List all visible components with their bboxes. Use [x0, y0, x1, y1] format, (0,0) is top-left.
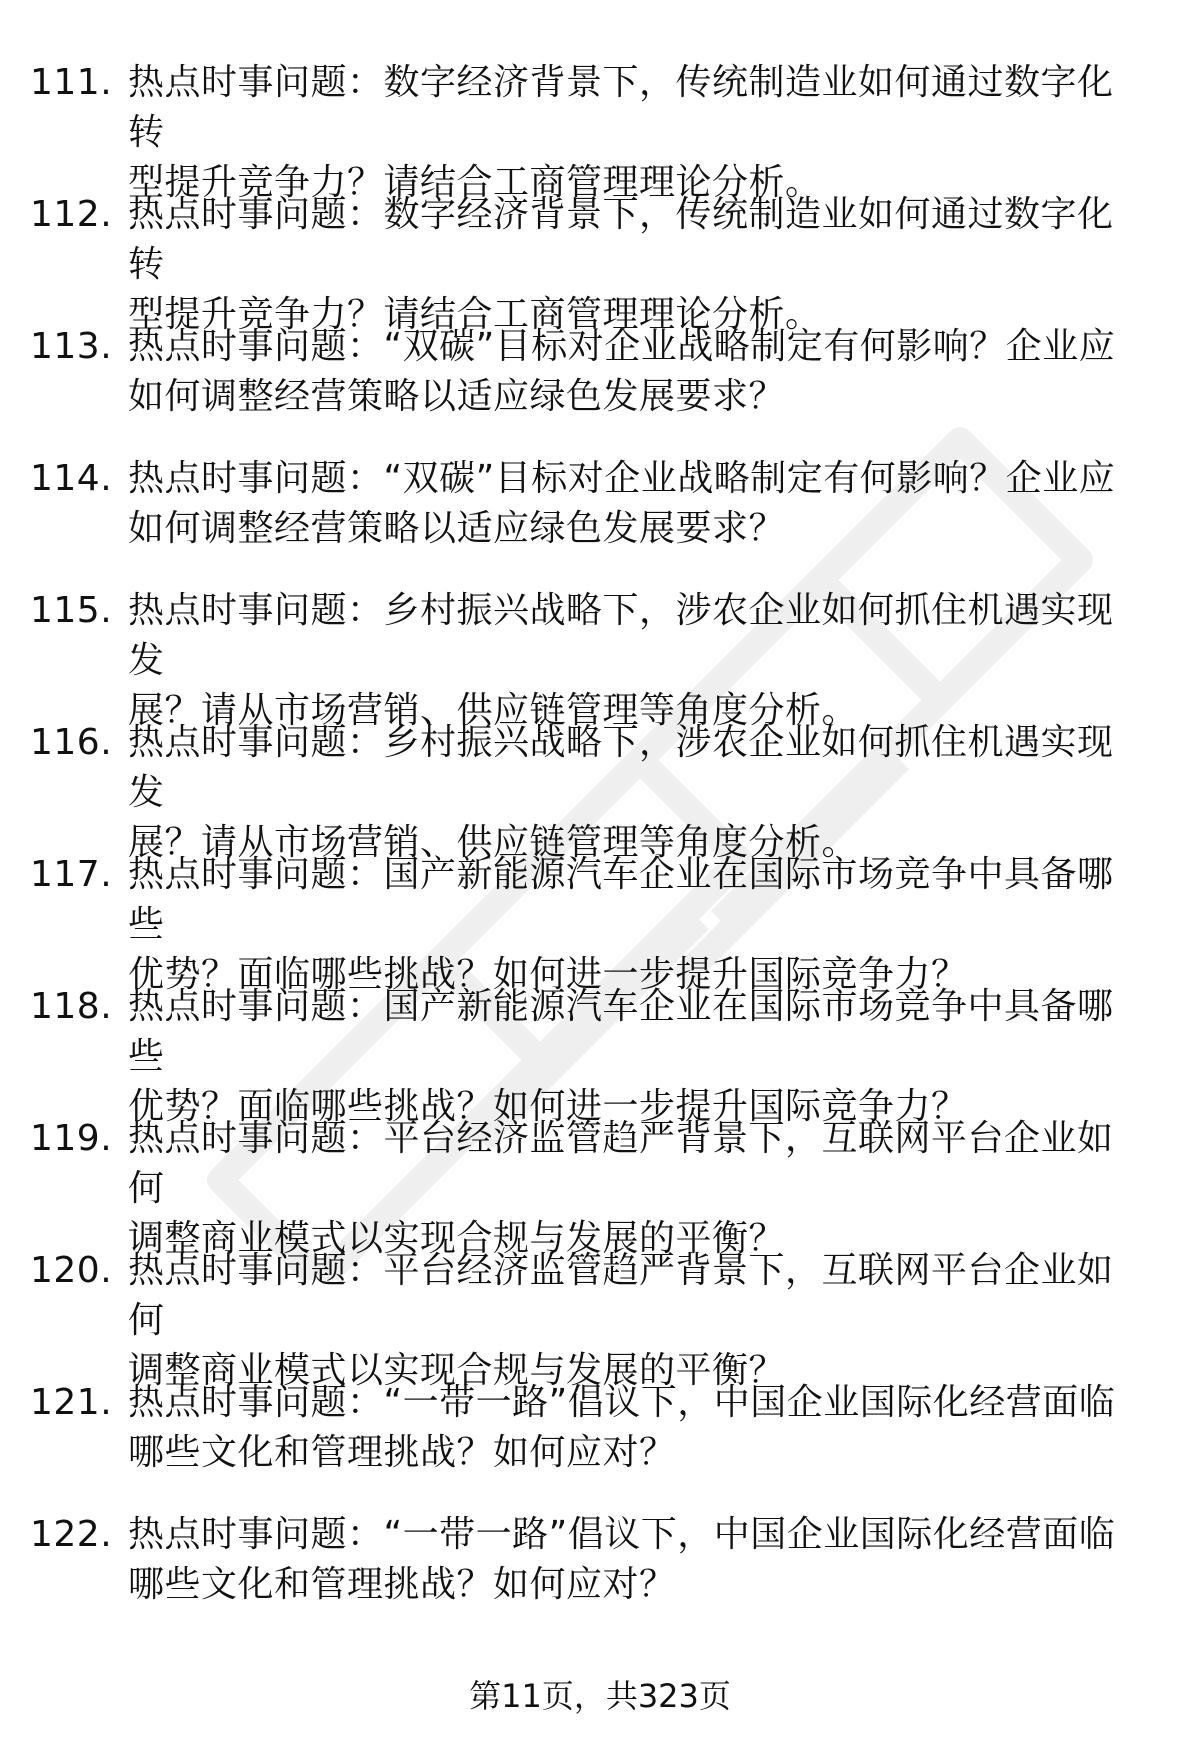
question-number: 118.	[30, 986, 113, 1027]
question-text-line-1: 热点时事问题：国产新能源汽车企业在国际市场竞争中具备哪些	[128, 854, 1114, 945]
question-text-line-2: 哪些文化和管理挑战？如何应对？	[128, 1432, 676, 1473]
question-text-line-1: 热点时事问题：“双碳”目标对企业战略制定有何影响？企业应	[128, 326, 1116, 367]
question-text	[128, 190, 1138, 340]
question-number: 114.	[30, 458, 113, 499]
question-item	[0, 322, 1200, 432]
question-text	[128, 718, 1138, 868]
question-text-line-1: 热点时事问题：平台经济监管趋严背景下，互联网平台企业如何	[128, 1118, 1114, 1209]
question-number: 115.	[30, 590, 113, 631]
question-number: 122.	[30, 1514, 113, 1555]
question-text-line-1: 热点时事问题：乡村振兴战略下，涉农企业如何抓住机遇实现发	[128, 590, 1114, 681]
question-item	[0, 1114, 1200, 1259]
question-text-line-1: 热点时事问题：数字经济背景下，传统制造业如何通过数字化转	[128, 194, 1114, 285]
question-text-line-1: 热点时事问题：“一带一路”倡议下，中国企业国际化经营面临	[128, 1382, 1116, 1423]
question-item	[0, 718, 1200, 863]
question-text-line-2: 调整商业模式以实现合规与发展的平衡？	[128, 1350, 786, 1391]
question-item	[0, 454, 1200, 564]
page-footer: 第11页，共323页	[469, 1677, 731, 1715]
question-text	[128, 1378, 1138, 1478]
question-text-line-2: 优势？面临哪些挑战？如何进一步提升国际竞争力？	[128, 1086, 968, 1127]
question-text-line-1: 热点时事问题：平台经济监管趋严背景下，互联网平台企业如何	[128, 1250, 1114, 1341]
question-text-line-1: 热点时事问题：数字经济背景下，传统制造业如何通过数字化转	[128, 62, 1114, 153]
question-text	[128, 322, 1138, 422]
question-text	[128, 1510, 1138, 1610]
question-item	[0, 982, 1200, 1127]
question-number: 119.	[30, 1118, 113, 1159]
question-item	[0, 190, 1200, 335]
question-item	[0, 1246, 1200, 1391]
question-text-line-1: 热点时事问题：乡村振兴战略下，涉农企业如何抓住机遇实现发	[128, 722, 1114, 813]
question-item	[0, 1510, 1200, 1620]
question-text	[128, 1114, 1138, 1264]
question-text	[128, 982, 1138, 1132]
question-text-line-1: 热点时事问题：“双碳”目标对企业战略制定有何影响？企业应	[128, 458, 1116, 499]
question-text	[128, 850, 1138, 1000]
question-text-line-2: 如何调整经营策略以适应绿色发展要求？	[128, 376, 786, 417]
question-text-line-2: 型提升竞争力？请结合工商管理理论分析。	[128, 162, 822, 203]
question-text-line-2: 型提升竞争力？请结合工商管理理论分析。	[128, 294, 822, 335]
question-text-line-2: 优势？面临哪些挑战？如何进一步提升国际竞争力？	[128, 954, 968, 995]
question-text	[128, 58, 1138, 208]
question-item	[0, 58, 1200, 203]
question-text-line-2: 哪些文化和管理挑战？如何应对？	[128, 1564, 676, 1605]
question-number: 120.	[30, 1250, 113, 1291]
question-text	[128, 586, 1138, 736]
question-text-line-2: 调整商业模式以实现合规与发展的平衡？	[128, 1218, 786, 1259]
question-item	[0, 1378, 1200, 1488]
question-number: 111.	[30, 62, 113, 103]
question-text-line-2: 展？请从市场营销、供应链管理等角度分析。	[128, 690, 859, 731]
question-number: 113.	[30, 326, 113, 367]
question-item	[0, 586, 1200, 731]
question-text-line-1: 热点时事问题：国产新能源汽车企业在国际市场竞争中具备哪些	[128, 986, 1114, 1077]
question-item	[0, 850, 1200, 995]
question-text-line-1: 热点时事问题：“一带一路”倡议下，中国企业国际化经营面临	[128, 1514, 1116, 1555]
question-text	[128, 1246, 1138, 1396]
question-text-line-2: 展？请从市场营销、供应链管理等角度分析。	[128, 822, 859, 863]
question-number: 117.	[30, 854, 113, 895]
question-text	[128, 454, 1138, 554]
question-number: 112.	[30, 194, 113, 235]
question-number: 116.	[30, 722, 113, 763]
question-text-line-2: 如何调整经营策略以适应绿色发展要求？	[128, 508, 786, 549]
question-number: 121.	[30, 1382, 113, 1423]
